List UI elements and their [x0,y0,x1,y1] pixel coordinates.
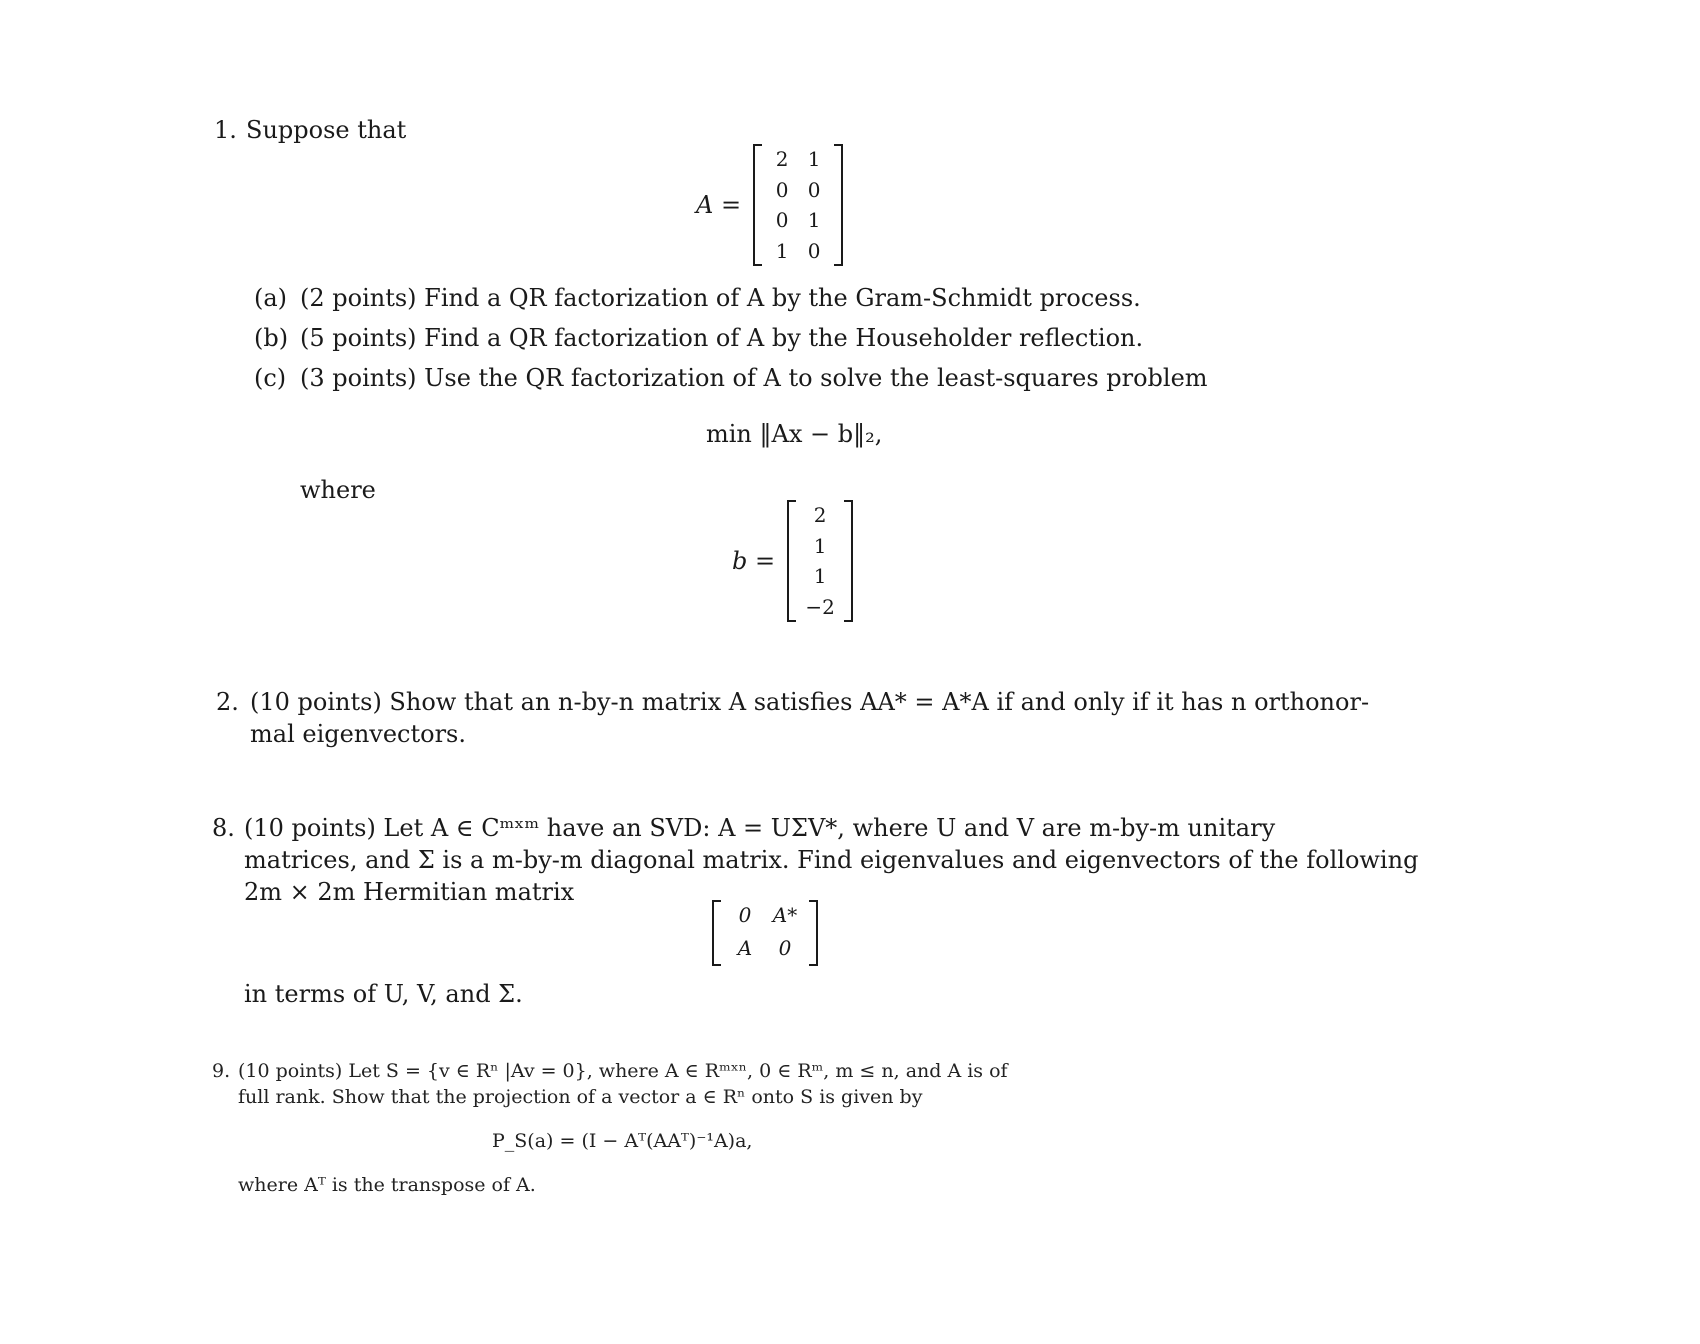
vector-cell: 2 [813,503,827,527]
q2-line2: mal eigenvectors. [250,720,466,748]
matrix-cell: 2 [775,147,789,171]
right-bracket [834,144,843,266]
q1-part-a-label: (a) [254,284,288,312]
matrix-A [696,144,843,266]
vector-b-cells [796,500,844,622]
q1-number: 1. [214,116,237,144]
matrix-cell: A [737,936,753,960]
block-matrix-cells [721,900,809,966]
matrix-cell: 1 [807,208,821,232]
q8-line2: matrices, and Σ is a m-by-m diagonal matrix. Find eigenvalues and eigenvectors of the following [244,846,1419,874]
q8-number: 8. [212,814,235,842]
matrix-cell: 0 [778,936,792,960]
q1-part-b-text: (5 points) Find a QR factorization of A by the Householder reflection. [300,324,1144,352]
q9-tail: where Aᵀ is the transpose of A. [238,1174,536,1196]
q9-number: 9. [212,1060,231,1082]
q1-part-c-text: (3 points) Use the QR factorization of A to solve the least-squares problem [300,364,1208,392]
matrix-cell: 0 [807,238,821,263]
matrix-cell: 0 [775,177,789,202]
vector-cell: 1 [813,533,827,558]
q9-line2: full rank. Show that the projection of a vector a ∈ Rⁿ onto S is given by [238,1086,923,1108]
left-bracket [712,900,721,966]
vector-cell: 1 [813,564,827,588]
q2-line1: (10 points) Show that an n-by-n matrix A satisfies AA* = A*A if and only if it has n orthonor- [250,688,1370,716]
q8-line1: (10 points) Let A ∈ Cᵐˣᵐ have an SVD: A = UΣV*, where U and V are m-by-m unitary [244,814,1276,842]
q1-part-b-label: (b) [254,324,289,352]
q1-where: where [300,476,376,504]
q1-part-c-label: (c) [254,364,287,392]
right-bracket [809,900,818,966]
block-matrix [712,900,818,966]
right-bracket [844,500,853,622]
q1-part-a-text: (2 points) Find a QR factorization of A by the Gram-Schmidt process. [300,284,1141,312]
matrix-A-label: A = [696,191,742,219]
matrix-A-cells [762,144,834,266]
matrix-cell: 1 [775,238,789,263]
q9-formula: P_S(a) = (I − Aᵀ(AAᵀ)⁻¹A)a, [492,1130,753,1152]
q9-line1: (10 points) Let S = {v ∈ Rⁿ |Av = 0}, where A ∈ Rᵐˣⁿ, 0 ∈ Rᵐ, m ≤ n, and A is of [238,1060,1008,1082]
q8-line3: 2m × 2m Hermitian matrix [244,878,575,906]
left-bracket [787,500,796,622]
q2-number: 2. [216,688,239,716]
matrix-cell: 0 [738,903,752,927]
matrix-cell: 1 [807,147,821,171]
matrix-cell: 0 [775,208,789,232]
q8-tail: in terms of U, V, and Σ. [244,980,523,1008]
vector-b-label: b = [732,547,776,575]
q1-intro: Suppose that [246,116,407,144]
vector-b [732,500,853,622]
left-bracket [753,144,762,266]
vector-cell: −2 [805,594,835,619]
matrix-cell: 0 [807,177,821,202]
matrix-cell: A* [772,903,798,927]
q1-min-expression: min ‖Ax − b‖₂, [706,420,883,448]
